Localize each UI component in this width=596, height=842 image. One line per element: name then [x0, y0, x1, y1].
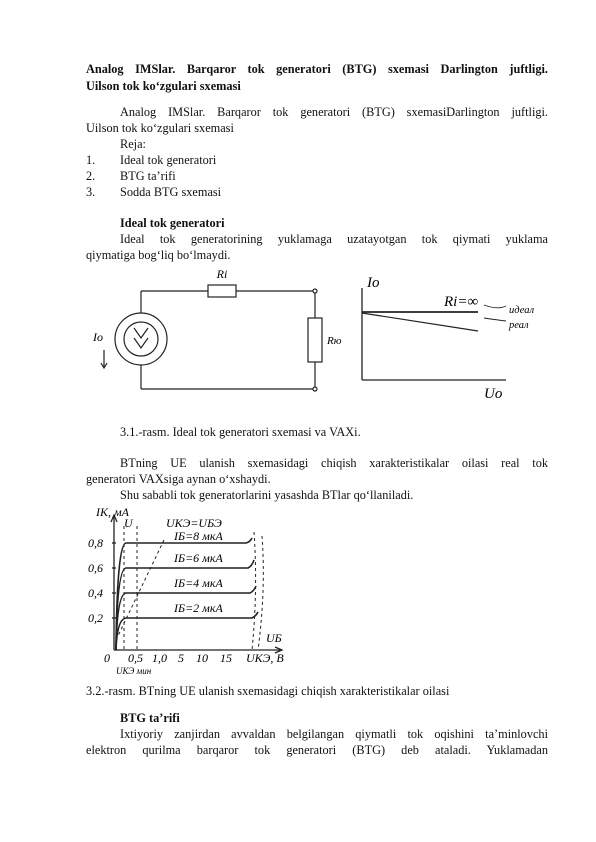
y-tick-label: 0,4	[88, 586, 103, 600]
figure1-caption: 3.1.-rasm. Ideal tok generatori sxemasi va VAXi.	[120, 425, 361, 439]
graph-ideal-label: идеал	[509, 305, 535, 316]
y-tick-label: 0,2	[88, 611, 103, 625]
graph-x-label: Uo	[484, 386, 503, 402]
x-tick-label: 15	[220, 651, 232, 665]
y-tick-label: 0,8	[88, 536, 103, 550]
doc-title-line-1: Analog IMSlar. Barqaror tok generatori (BTG) sxemasi Darlington juftligi.	[86, 62, 548, 76]
plan-item-number: 3.	[86, 185, 96, 199]
label-ri: Ri	[216, 267, 228, 281]
ub-label: UБ	[266, 631, 282, 645]
para2-line-1: BTning UE ulanish sxemasidagi chiqish xarakteristikalar oilasi real tok	[120, 456, 548, 470]
para2-line-2: generatori VAXsiga aynan o‘xshaydi.	[86, 472, 271, 486]
graph-ri-label: Ri=∞	[444, 294, 479, 310]
y-axis-label: IK, мА	[96, 505, 129, 519]
resistor-ri	[208, 285, 236, 297]
section-heading-ideal: Ideal tok generatori	[120, 216, 225, 230]
curve-label: IБ=8 мкА	[174, 529, 223, 543]
section1-line-2: qiymatiga bog‘liq bo‘lmaydi.	[86, 248, 231, 262]
label-io: Io	[93, 330, 103, 344]
x-tick-label: 1,0	[152, 651, 167, 665]
section2-line-1: Ixtiyoriy zanjirdan avvaldan belgilangan qiymatli tok oqishini ta’minlovchi	[120, 727, 548, 741]
figure-ideal-current-source	[86, 262, 556, 412]
x-tick-label: 0	[104, 651, 110, 665]
section2-line-2: elektron qurilma barqaror tok generatori (BTG) deb ataladi. Yuklamadan	[86, 743, 548, 757]
x-tick-label: 0,5	[128, 651, 143, 665]
section-heading-btg: BTG ta’rifi	[120, 711, 180, 725]
intro-line-2: Uilson tok ko‘zgulari sxemasi	[86, 121, 234, 135]
para2-line-3: Shu sababli tok generatorlarini yasashda BTlar qo‘llaniladi.	[120, 488, 414, 502]
plan-item-text: Ideal tok generatori	[120, 153, 217, 167]
real-line	[362, 313, 478, 331]
uke-min-label: UКЭ мин	[116, 666, 152, 676]
figure-output-characteristics	[86, 500, 306, 680]
u-top-label: U	[124, 516, 133, 530]
plan-item-number: 1.	[86, 153, 96, 167]
plan-item-text: BTG ta’rifi	[120, 169, 176, 183]
x-tick-label: 10	[196, 651, 208, 665]
curve-label: IБ=4 мкА	[174, 576, 223, 590]
resistor-load	[308, 318, 322, 362]
doc-title-line-2: Uilson tok ko‘zgulari sxemasi	[86, 79, 241, 93]
label-load: Rю	[327, 335, 342, 347]
curve-label: IБ=2 мкА	[174, 601, 223, 615]
plan-item-text: Sodda BTG sxemasi	[120, 185, 222, 199]
figure2-caption: 3.2.-rasm. BTning UE ulanish sxemasidagi chiqish xarakteristikalar oilasi	[86, 684, 450, 698]
plan-item-number: 2.	[86, 169, 96, 183]
curve-label: IБ=6 мкА	[174, 551, 223, 565]
x-tick-label: 5	[178, 651, 184, 665]
graph-real-label: реал	[509, 320, 529, 331]
graph-y-label: Io	[367, 275, 380, 291]
y-tick-label: 0,6	[88, 561, 103, 575]
uke-equals-ube-label: UКЭ=UБЭ	[166, 516, 222, 530]
section1-line-1: Ideal tok generatorining yuklamaga uzatayotgan tok qiymati yuklama	[120, 232, 548, 246]
x-axis-label: UКЭ, В	[246, 651, 284, 665]
vax-graph	[362, 288, 506, 380]
plan-heading: Reja:	[120, 137, 146, 151]
intro-line-1: Analog IMSlar. Barqaror tok generatori (BTG) sxemasiDarlington juftligi.	[120, 105, 548, 119]
circuit-diagram	[101, 285, 322, 391]
